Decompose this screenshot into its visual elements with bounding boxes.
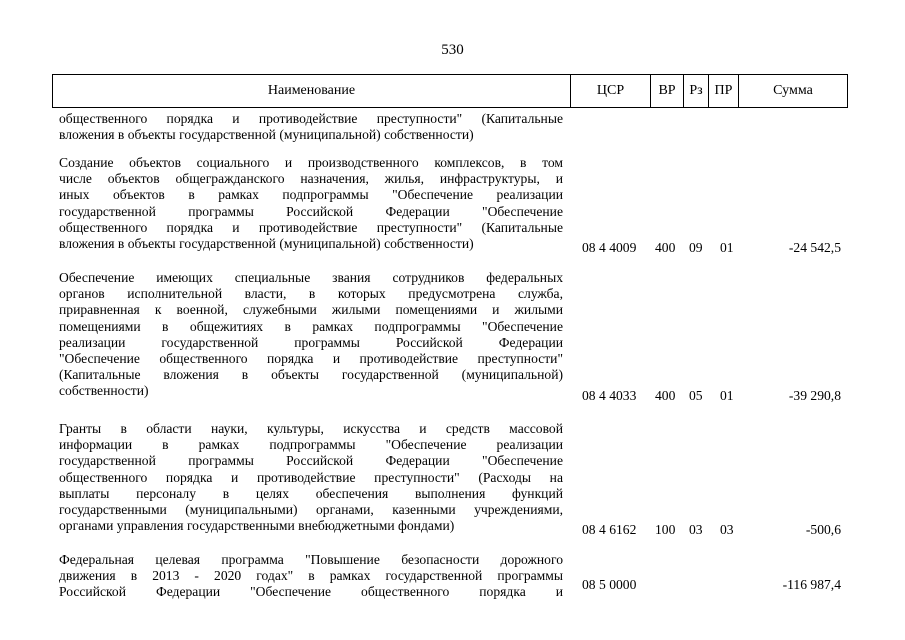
table-row-name (59, 421, 563, 534)
header-rz: Рз (684, 75, 709, 107)
row-pr: 03 (720, 522, 734, 537)
row-line: "Обеспечение общественного порядка и противодействие преступности" (59, 351, 563, 367)
row-line: (Капитальные вложения в объекты государственной (муниципальной) (59, 367, 563, 383)
row-csr: 08 4 4033 (582, 388, 637, 403)
row-csr: 08 5 0000 (582, 577, 637, 592)
row-vr: 400 (655, 240, 676, 255)
row-csr: 08 4 6162 (582, 522, 637, 537)
table-row-name (59, 552, 563, 601)
row-pr: 01 (720, 388, 734, 403)
row-rz: 03 (689, 522, 703, 537)
header-name: Наименование (53, 75, 571, 107)
row-line: иных объектов в рамках подпрограммы "Обеспечение реализации (59, 187, 563, 203)
row-line: реализации государственной программы Российской Федерации (59, 334, 563, 350)
row-rz: 05 (689, 388, 703, 403)
row-line: вложения в объекты государственной (муниципальной) собственности) (59, 127, 474, 143)
row-pr: 01 (720, 240, 734, 255)
row-rz: 09 (689, 240, 703, 255)
table-header (52, 74, 848, 108)
row-line: числе объектов общегражданского назначения, жилья, инфраструктуры, и (59, 171, 563, 187)
row-sum: -24 542,5 (788, 240, 841, 255)
row-sum: -39 290,8 (788, 388, 841, 403)
row-line: общественного порядка и противодействие преступности" (Расходы на (59, 469, 563, 485)
row-line: Обеспечение имеющих специальные звания сотрудников федеральных (59, 270, 563, 285)
row-line: государственной программы Российской Федерации "Обеспечение (59, 203, 563, 219)
row-line: государственными (муниципальными) органами, казенными учреждениями, (59, 502, 563, 518)
row-csr: 08 4 4009 (582, 240, 637, 255)
row-sum: -116 987,4 (782, 577, 841, 592)
header-vr: ВР (651, 75, 684, 107)
table-row-name (59, 155, 563, 252)
row-line: Гранты в области науки, культуры, искусства и средств массовой (59, 421, 563, 436)
row-line: Федеральная целевая программа "Повышение безопасности дорожного (59, 552, 563, 567)
row-line: государственной программы Российской Федерации "Обеспечение (59, 453, 563, 469)
row-line: приравненная к военной, служебными жилыми помещениями и жилыми (59, 302, 563, 318)
header-csr: ЦСР (571, 75, 651, 107)
row-line: Российской Федерации "Обеспечение общественного порядка и (59, 584, 563, 600)
table-row-name (59, 111, 563, 143)
row-line: выплаты персоналу в целях обеспечения выполнения функций (59, 485, 563, 501)
header-pr: ПР (709, 75, 739, 107)
row-line: органами управления государственными внебюджетными фондами) (59, 518, 455, 534)
row-line: информации в рамках подпрограммы "Обеспечение реализации (59, 437, 563, 453)
row-line: помещениями в общежитиях в рамках подпрограммы "Обеспечение (59, 318, 563, 334)
row-vr: 100 (655, 522, 676, 537)
row-line: Создание объектов социального и производственного комплексов, в том (59, 155, 563, 170)
row-line: общественного порядка и противодействие преступности" (Капитальные (59, 219, 563, 235)
page-number: 530 (441, 42, 464, 58)
table-row-name (59, 270, 563, 400)
row-line: общественного порядка и противодействие преступности" (Капитальные (59, 111, 563, 126)
row-line: движения в 2013 - 2020 годах" в рамках государственной программы (59, 568, 563, 584)
row-line: органов исполнительной власти, в которых предусмотрена служба, (59, 286, 563, 302)
row-line: вложения в объекты государственной (муниципальной) собственности) (59, 236, 474, 252)
header-sum: Сумма (773, 83, 813, 98)
row-vr: 400 (655, 388, 676, 403)
row-line: собственности) (59, 383, 149, 399)
row-sum: -500,6 (805, 522, 841, 537)
